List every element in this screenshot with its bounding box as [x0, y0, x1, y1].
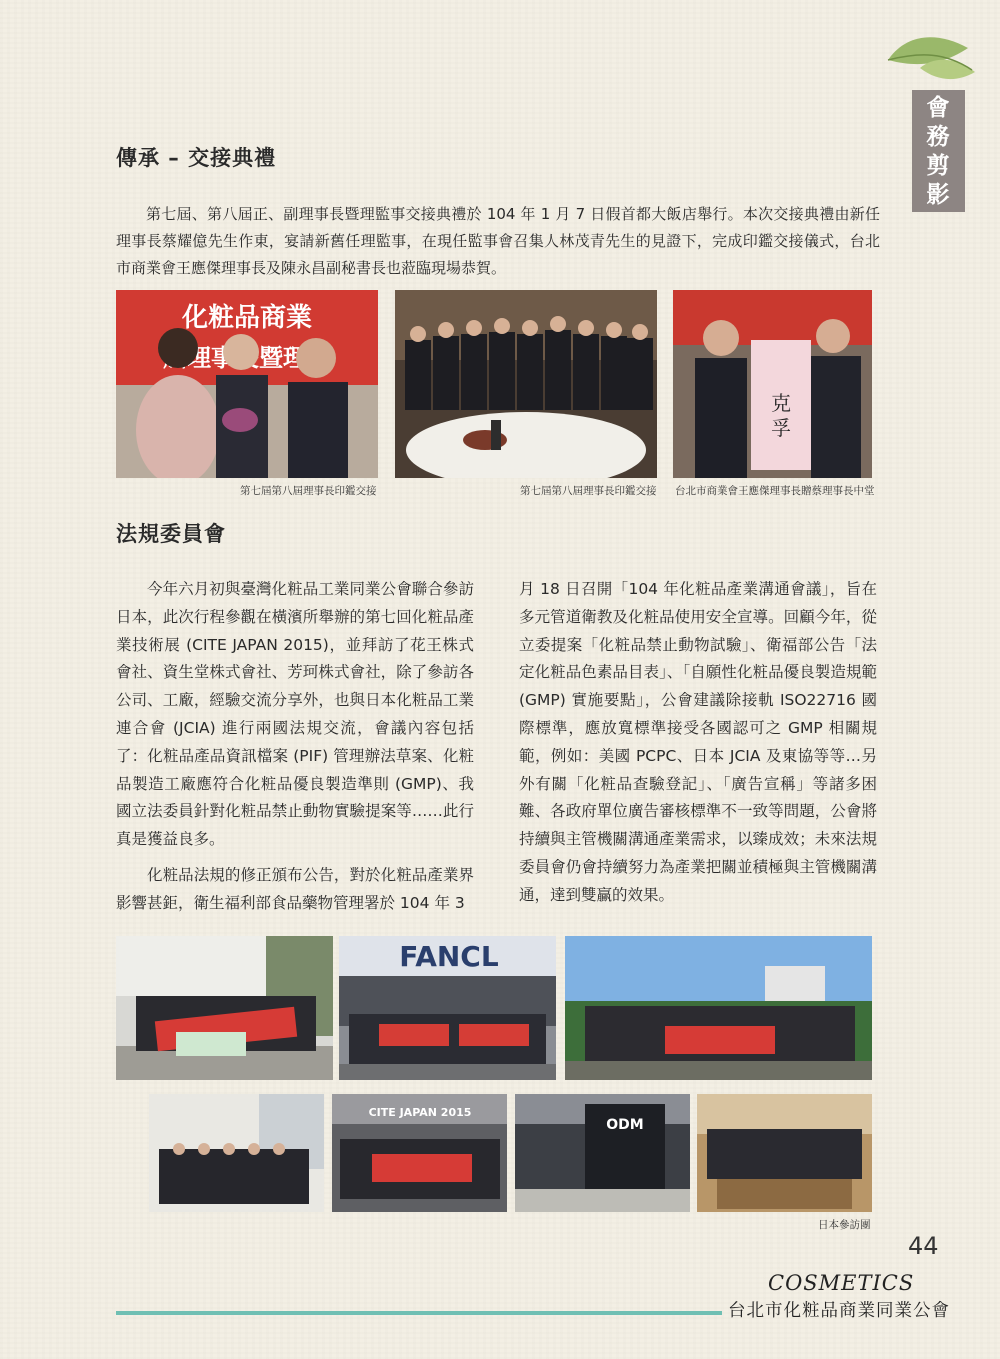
photo-calligraphy-gift [673, 290, 872, 478]
tab-char: 剪 [926, 152, 951, 179]
banner-text: 化粧品商業 [181, 303, 313, 333]
section2-column-right [519, 576, 877, 910]
photo-banquet-group [395, 290, 657, 478]
section1-body: 第七屆、第八屆正、副理事長暨理監事交接典禮於 104 年 1 月 7 日假首都大飯店舉行。本次交接典禮由新任理事長蔡耀億先生作東，宴請新舊任理監事，在現任監事會召集人林茂青先生的見證下，完成印鑑交接儀式，台北市商業會王應傑理事長及陳永昌副秘書長也蒞臨現場恭賀。 [116, 205, 880, 277]
tab-char: 會 [926, 94, 951, 121]
page-number: 44 [908, 1232, 939, 1260]
odm-sign: ODM [606, 1117, 644, 1133]
section1-title: 傳承 – 交接典禮 [116, 146, 277, 170]
section2-paragraph: 月 18 日召開「104 年化粧品產業溝通會議」，旨在多元管道衛教及化粧品使用安全宣導。回顧今年，從立委提案「化粧品禁止動物試驗」、衛福部公告「法定化粧品色素品目表」、「自願性化粧品優良製造規範 (GMP) 實施要點」，公會建議除接軌 ISO22716 國際標準，應放寬標準接受各國認可之 GMP 相關規範，例如：美國 PCPC、日本 JCIA 及東協等等…另外有關「化粧品查驗登記」、「廣告宣稱」等諸多困難、各政府單位廣告審核標準不一致等問題，公會將持續與主管機關溝通產業需求，以臻成效；未來法規委員會仍會持續努力為產業把關並積極與主管機關溝通，達到雙贏的效果。 [519, 580, 877, 904]
section2-paragraph: 化粧品法規的修正頒布公告，對於化粧品產業界影響甚鉅，衛生福利部食品藥物管理署於 104 年 3 [116, 865, 474, 912]
brand-name: COSMETICS [768, 1271, 915, 1295]
cite-sign: CITE JAPAN 2015 [368, 1106, 472, 1119]
svg-text:孚: 孚 [771, 416, 791, 440]
photo-seal-handover-1 [116, 290, 378, 478]
section-tab [912, 90, 965, 212]
tab-char: 影 [926, 181, 951, 208]
leaf-icon [880, 30, 980, 90]
photo-japan-dinner [697, 1094, 872, 1212]
fancl-sign: FANCL [399, 940, 499, 973]
photo-cite-japan [332, 1094, 507, 1212]
photo-fancl-visit [339, 936, 556, 1080]
section2-column-left [116, 576, 474, 918]
photo-japan-outdoor-group [565, 936, 872, 1080]
photo-caption: 台北市商業會王應傑理事長贈蔡理事長中堂 [675, 485, 875, 497]
footer-rule [116, 1311, 722, 1315]
association-name: 台北市化粧品商業同業公會 [728, 1301, 950, 1321]
section2-paragraph: 今年六月初與臺灣化粧品工業同業公會聯合參訪日本，此次行程參觀在橫濱所舉辦的第七回化粧品產業技術展 (CITE JAPAN 2015)，並拜訪了花王株式會社、資生堂株式會社、芳珂株式會社，除了參訪各公司、工廠，經驗交流分享外，也與日本化粧品工業連合會 (JCIA) 進行兩國法規交流，會議內容包括了：化粧品產品資訊檔案 (PIF) 管理辦法草案、化粧品製造工廠應符合化粧品優良製造準則 (GMP)、我國立法委員針對化粧品禁止動物實驗提案等……此行真是獲益良多。 [116, 580, 474, 849]
tab-char: 務 [926, 123, 951, 150]
photo-caption: 第七屆第八屆理事長印鑑交接 [240, 485, 377, 497]
photo-caption: 第七屆第八屆理事長印鑑交接 [520, 485, 657, 497]
svg-text:克: 克 [771, 391, 791, 415]
photo-japan-meeting [149, 1094, 324, 1212]
photo-japan-group-1 [116, 936, 333, 1080]
section2-title: 法規委員會 [116, 522, 226, 546]
photo-caption: 日本參訪團 [818, 1219, 871, 1231]
photo-odm-booth [515, 1094, 690, 1212]
